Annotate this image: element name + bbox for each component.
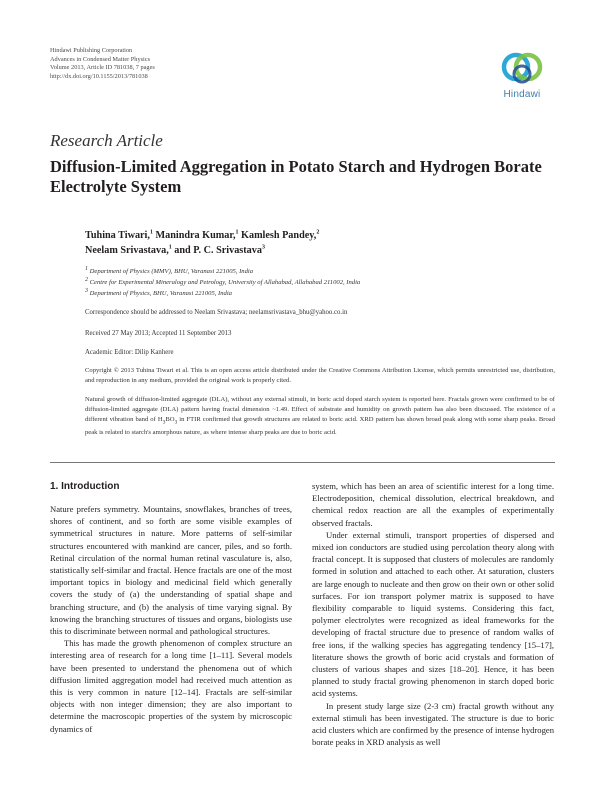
section-divider	[50, 462, 555, 463]
abstract-text: BO	[165, 416, 175, 424]
received-dates: Received 27 May 2013; Accepted 11 September 2013	[85, 330, 232, 337]
doi-link[interactable]: http://dx.doi.org/10.1155/2013/781038	[50, 72, 148, 80]
publisher-line: Hindawi Publishing Corporation	[50, 47, 133, 54]
journal-name-line: Advances in Condensed Matter Physics	[50, 55, 151, 63]
author-name: Manindra Kumar,	[152, 230, 236, 241]
affiliation-mark: 1	[85, 265, 88, 272]
affiliation-text: Department of Physics, BHU, Varanasi 221005, India	[88, 290, 232, 297]
journal-header	[50, 47, 310, 81]
academic-editor: Academic Editor: Dilip Kanhere	[85, 349, 174, 356]
abstract	[85, 395, 555, 438]
paper-title: Diffusion-Limited Aggregation in Potato Starch and Hydrogen Borate Electrolyte System	[50, 157, 542, 196]
body-paragraph: In present study large size (2-3 cm) fractal growth without any external stimuli has been investigated. The structure is due to boric acid clusters which are confirmed by the presence of intense hydrogen borate peaks in XRD analysis as well	[312, 700, 554, 748]
affiliation-list	[85, 266, 555, 299]
author-name: and P. C. Srivastava	[171, 245, 262, 256]
affiliation-text: Centre for Experimental Mineralogy and Petrology, University of Allahabad, Allahabad 211002, India	[88, 279, 361, 286]
body-paragraph: This has made the growth phenomenon of complex structure an interesting area of research for a long time [1–11]. Several models have been presented to understand the phenomena out of which diffusion limited aggregation model had received much attention as this is very common in nature [12–14]. Fractals are self-similar objects with non integer dimension; they are also important to determine the macroscopic properties of the system by microscopic dynamics of	[50, 638, 292, 734]
affiliation-mark: 2	[85, 276, 88, 283]
section-heading: 1. Introduction	[50, 481, 120, 492]
body-paragraph: system, which has been an area of scientific interest for a long time. Electrodeposition, chemical dissolution, electrical breakdown, and chemical redox reaction are all the examples of experimentally observed fractals.	[312, 481, 554, 528]
author-list	[85, 228, 545, 258]
affiliation-item	[85, 266, 555, 277]
author-name: Neelam Srivastava,	[85, 245, 169, 256]
author-name: Tuhina Tiwari,	[85, 230, 150, 241]
affiliation-text: Department of Physics (MMV), BHU, Varanasi 221005, India	[88, 268, 254, 275]
affiliation-mark: 3	[85, 287, 88, 294]
abstract-subscript: 3	[162, 419, 166, 426]
author-affil-mark: 1	[149, 229, 153, 236]
article-type: Research Article	[50, 131, 163, 150]
author-line-1	[85, 228, 545, 243]
logo-wordmark: Hindawi	[503, 89, 541, 100]
author-affil-mark: 1	[168, 244, 172, 251]
author-affil-mark: 2	[316, 229, 320, 236]
author-name: Kamlesh Pandey,	[238, 230, 317, 241]
hindawi-logo-icon	[496, 49, 548, 89]
author-affil-mark: 1	[235, 229, 239, 236]
affiliation-item	[85, 288, 555, 299]
body-column-left	[50, 503, 292, 735]
abstract-text: in FTIR confirmed that growth structures are related to boric acid. XRD pattern has shown broad peak along with some sharp peaks. Broad peak is related to starch's amorphous nature, as where intense sharp peaks are due to boric acid.	[85, 416, 555, 436]
abstract-text: Natural growth of diffusion-limited aggregate (DLA), without any external stimuli, in boric acid doped starch system is reported here. Fractals grown were confirmed to be of diffusion-limited aggregate (DLA) pattern having fractal dimension ~1.49. Effect of substrate and humidity on growth pattern has also been discussed. The existence of a different vibration band of H	[85, 396, 555, 424]
author-line-2	[85, 243, 545, 258]
body-column-right	[312, 480, 554, 748]
hindawi-logo	[496, 49, 548, 105]
affiliation-item	[85, 277, 555, 288]
correspondence-note: Correspondence should be addressed to Neelam Srivastava; neelamsrivastava_bhu@yahoo.co.in	[85, 309, 348, 316]
volume-line: Volume 2013, Article ID 781038, 7 pages	[50, 64, 155, 72]
body-paragraph: Nature prefers symmetry. Mountains, snowflakes, branches of trees, shores of continent, and so forth are some visible examples of symmetrical structures in nature. More patterns of self-similar structures encountered with mankind are cancer, piles, and so forth. Retinal circulation of the normal human retinal vasculature is, also, statistically self-similar and fractal. Hence fractals are one of the most important topics in biology and medicinal field which generally covers the study of (a) the understanding of spatial shape and branching structure, and (b) the analysis of time varying signal. By knowing the branching structures of tissues and organs, biologists use this to discriminate between normal and pathological structures.	[50, 504, 292, 637]
body-paragraph: Under external stimuli, transport properties of dispersed and mixed ion conductors are studied using percolation theory along with fractal concept. It is supposed that clusters of molecules are randomly formed in solution and attached to each other. At saturation, clusters are large enough to nucleate and then grow on their own or other solid surfaces. For ion transport polymer matrix is supposed to have flexibility comparable to liquid systems. Considering this fact, polymer electrolytes were recognized as ideal frameworks for the developing of fractal structure due to presence of random walks of free ions, if the walking species has aggregating tendency [15–17], literature shows the growth of boric acid crystals and formation of clusters of various shapes and sizes [18–20]. Hence, it has been planned to study fractal growing phenomenon in starch doped boric acid systems.	[312, 529, 554, 699]
abstract-subscript: 3	[174, 419, 178, 426]
author-affil-mark: 3	[261, 244, 265, 251]
copyright-notice: Copyright © 2013 Tuhina Tiwari et al. This is an open access article distributed under the Creative Commons Attribution License, which permits unrestricted use, distribution, and reproduction in any medium, provided the original work is properly cited.	[85, 367, 555, 385]
